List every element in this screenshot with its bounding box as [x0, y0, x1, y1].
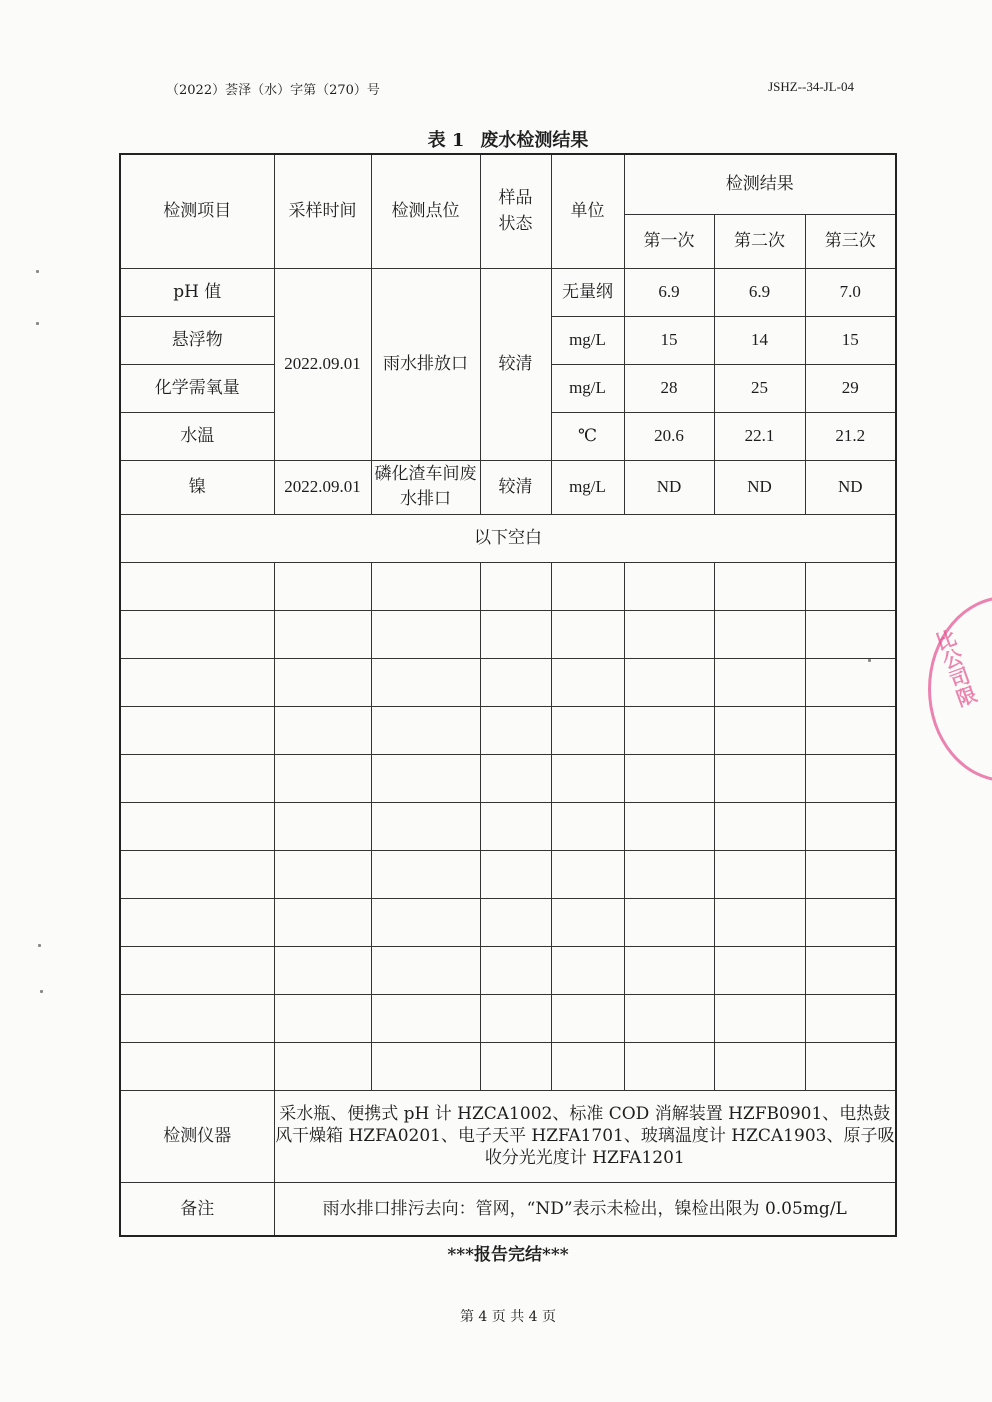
scan-speck	[36, 322, 39, 325]
col-header-state: 样品状态	[480, 154, 551, 268]
unit-cell: mg/L	[551, 316, 624, 364]
col-header-result: 检测结果	[624, 154, 896, 214]
report-end: ***报告完结***	[447, 1245, 569, 1265]
blank-row	[120, 850, 896, 898]
value-cell: 6.9	[624, 268, 714, 316]
instruments-text: 采水瓶、便携式 pH 计 HZCA1002、标准 COD 消解装置 HZFB0901、电热鼓风干燥箱 HZFA0201、电子天平 HZFA1701、玻璃温度计 HZCA1903、原子吸收分光光度计 HZFA1201	[274, 1090, 896, 1182]
blank-row	[120, 802, 896, 850]
col-header-r3: 第三次	[805, 214, 896, 268]
col-header-time: 采样时间	[274, 154, 371, 268]
blank-row	[120, 994, 896, 1042]
sampling-time-cell: 2022.09.01	[274, 460, 371, 514]
blank-row	[120, 946, 896, 994]
value-cell: 15	[624, 316, 714, 364]
blank-row	[120, 898, 896, 946]
item-cell: 化学需氧量	[120, 364, 274, 412]
scan-speck	[36, 270, 39, 273]
unit-cell: mg/L	[551, 364, 624, 412]
value-cell: ND	[805, 460, 896, 514]
table-row	[120, 268, 896, 316]
table-row	[120, 460, 896, 514]
blank-below-note: 以下空白	[120, 514, 896, 562]
seal-stamp-fragment: 比公司限	[929, 626, 980, 710]
table-name: 废水检测结果	[480, 130, 589, 151]
unit-cell: 无量纲	[551, 268, 624, 316]
scan-speck	[38, 944, 41, 947]
instruments-label: 检测仪器	[120, 1090, 274, 1182]
value-cell: 25	[714, 364, 805, 412]
report-number: （2022）荟泽（水）字第（270）号	[166, 83, 380, 98]
item-cell: 镍	[120, 460, 274, 514]
item-cell: 水温	[120, 412, 274, 460]
col-header-r1: 第一次	[624, 214, 714, 268]
table-label: 表 1	[427, 130, 465, 151]
blank-row	[120, 706, 896, 754]
remarks-label: 备注	[120, 1182, 274, 1236]
value-cell: 14	[714, 316, 805, 364]
blank-row	[120, 610, 896, 658]
unit-cell: ℃	[551, 412, 624, 460]
value-cell: 6.9	[714, 268, 805, 316]
blank-row	[120, 562, 896, 610]
value-cell: 22.1	[714, 412, 805, 460]
unit-cell: mg/L	[551, 460, 624, 514]
document-code: JSHZ--34-JL-04	[768, 79, 854, 94]
item-cell: 悬浮物	[120, 316, 274, 364]
col-header-r2: 第二次	[714, 214, 805, 268]
value-cell: 28	[624, 364, 714, 412]
col-header-unit: 单位	[551, 154, 624, 268]
table-title	[0, 126, 992, 152]
value-cell: ND	[624, 460, 714, 514]
value-cell: 29	[805, 364, 896, 412]
page-number: 第 4 页 共 4 页	[459, 1309, 557, 1325]
sampling-point-cell: 磷化渣车间废水排口	[371, 460, 480, 514]
col-header-item: 检测项目	[120, 154, 274, 268]
sample-state-cell: 较清	[480, 268, 551, 460]
results-table	[119, 153, 897, 1237]
value-cell: 7.0	[805, 268, 896, 316]
scan-speck	[40, 990, 43, 993]
blank-row	[120, 658, 896, 706]
remarks-text: 雨水排口排污去向：管网，“ND”表示未检出，镍检出限为 0.05mg/L	[274, 1182, 896, 1236]
sampling-point-cell: 雨水排放口	[371, 268, 480, 460]
value-cell: ND	[714, 460, 805, 514]
col-header-point: 检测点位	[371, 154, 480, 268]
item-cell: pH 值	[120, 268, 274, 316]
blank-row	[120, 754, 896, 802]
value-cell: 20.6	[624, 412, 714, 460]
scan-speck	[868, 659, 871, 662]
sampling-time-cell: 2022.09.01	[274, 268, 371, 460]
value-cell: 15	[805, 316, 896, 364]
value-cell: 21.2	[805, 412, 896, 460]
blank-row	[120, 1042, 896, 1090]
sample-state-cell: 较清	[480, 460, 551, 514]
